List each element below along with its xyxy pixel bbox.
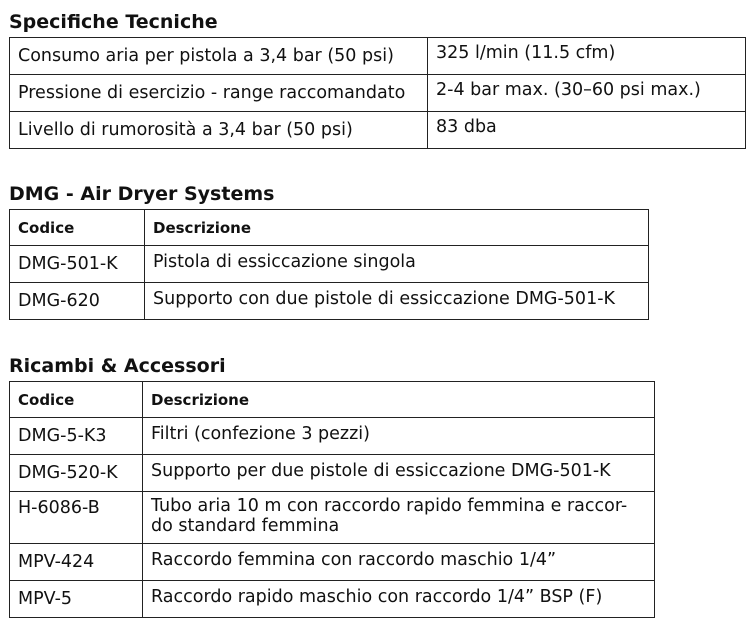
column-header-code: Codice (10, 210, 145, 246)
product-code: DMG-501-K (10, 246, 145, 283)
spec-label: Pressione di esercizio - range raccomandato (10, 75, 428, 112)
table-row (10, 492, 655, 544)
column-header-code: Codice (10, 382, 143, 418)
product-description: Raccordo rapido maschio con raccordo 1/4” BSP (F) (143, 581, 655, 618)
specs-table (9, 37, 746, 149)
product-code: DMG-620 (10, 283, 145, 320)
spec-value: 2-4 bar max. (30–60 psi max.) (428, 75, 746, 112)
product-code: DMG-5-K3 (10, 418, 143, 455)
description-line: Tubo aria 10 m con raccordo rapido femmina e raccor- (151, 496, 628, 516)
spec-value: 83 dba (428, 112, 746, 149)
table-header-row (10, 210, 649, 246)
table-row (10, 283, 649, 320)
table-row (10, 246, 649, 283)
dryer-table (9, 209, 649, 320)
table-row (10, 581, 655, 618)
product-description (143, 492, 655, 544)
specs-title: Specifiche Tecniche (9, 11, 218, 33)
product-description: Pistola di essiccazione singola (145, 246, 649, 283)
table-header-row (10, 382, 655, 418)
table-row (10, 418, 655, 455)
table-row (10, 112, 746, 149)
product-description: Raccordo femmina con raccordo maschio 1/4” (143, 544, 655, 581)
table-row (10, 544, 655, 581)
product-code: MPV-424 (10, 544, 143, 581)
dryer-title: DMG - Air Dryer Systems (9, 183, 275, 205)
accessories-title: Ricambi & Accessori (9, 355, 226, 377)
table-row (10, 38, 746, 75)
description-line: do standard femmina (151, 516, 340, 536)
product-code: DMG-520-K (10, 455, 143, 492)
product-description: Filtri (confezione 3 pezzi) (143, 418, 655, 455)
spec-value: 325 l/min (11.5 cfm) (428, 38, 746, 75)
product-description: Supporto per due pistole di essiccazione DMG-501-K (143, 455, 655, 492)
table-row (10, 75, 746, 112)
accessories-table (9, 381, 655, 618)
spec-label: Consumo aria per pistola a 3,4 bar (50 psi) (10, 38, 428, 75)
column-header-description: Descrizione (143, 382, 655, 418)
table-row (10, 455, 655, 492)
column-header-description: Descrizione (145, 210, 649, 246)
product-description: Supporto con due pistole di essiccazione DMG-501-K (145, 283, 649, 320)
product-code: H-6086-B (10, 492, 143, 544)
product-code: MPV-5 (10, 581, 143, 618)
spec-label: Livello di rumorosità a 3,4 bar (50 psi) (10, 112, 428, 149)
